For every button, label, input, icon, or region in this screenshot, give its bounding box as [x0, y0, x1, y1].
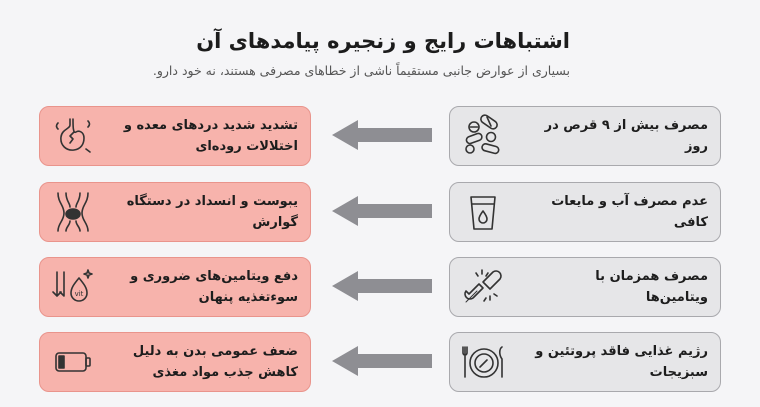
svg-text:vit: vit [74, 290, 84, 298]
cause-text: رژیم غذایی فاقد پروتئین و سبزیجات [535, 344, 708, 380]
cause-text: مصرف همزمان با ویتامین‌ها [595, 269, 708, 305]
empty-plate-icon [460, 339, 506, 385]
effect-box [39, 182, 311, 242]
effect-text: یبوست و انسداد در دستگاه گوارش [126, 194, 298, 230]
intestine-blockage-icon [50, 189, 96, 235]
cause-effect-row [0, 104, 760, 168]
cause-box [449, 332, 721, 392]
page-subtitle: بسیاری از عوارض جانبی مستقیماً ناشی از خطاهای مصرفی هستند، نه خود دارو. [152, 63, 570, 78]
cause-text: مصرف بیش از ۹ قرص در روز [544, 118, 708, 154]
cause-box [449, 182, 721, 242]
effect-box [39, 332, 311, 392]
effect-box [39, 106, 311, 166]
cause-text: عدم مصرف آب و مایعات کافی [551, 194, 708, 230]
vitamin-loss-icon [50, 264, 96, 310]
cause-effect-row [0, 180, 760, 244]
cause-effect-row [0, 330, 760, 394]
arrow-left-icon [332, 118, 432, 152]
low-battery-icon [50, 339, 96, 385]
cause-box [449, 106, 721, 166]
pills-icon [460, 113, 506, 159]
effect-text: دفع ویتامین‌های ضروری و سوءتغذیه پنهان [130, 269, 298, 305]
effect-box [39, 257, 311, 317]
stomach-pain-icon [50, 113, 96, 159]
page-title: اشتباهات رایج و زنجیره پیامدهای آن [196, 29, 570, 53]
cause-effect-row [0, 255, 760, 319]
effect-text: ضعف عمومی بدن به دلیل کاهش جذب مواد مغذی [132, 344, 298, 380]
header [152, 26, 570, 80]
cause-box [449, 257, 721, 317]
water-glass-icon [460, 189, 506, 235]
effect-text: تشدید شدید دردهای معده و اختلالات روده‌ای [123, 118, 298, 154]
arrow-left-icon [332, 269, 432, 303]
arrow-left-icon [332, 344, 432, 378]
arrow-left-icon [332, 194, 432, 228]
broken-pill-icon [460, 264, 506, 310]
